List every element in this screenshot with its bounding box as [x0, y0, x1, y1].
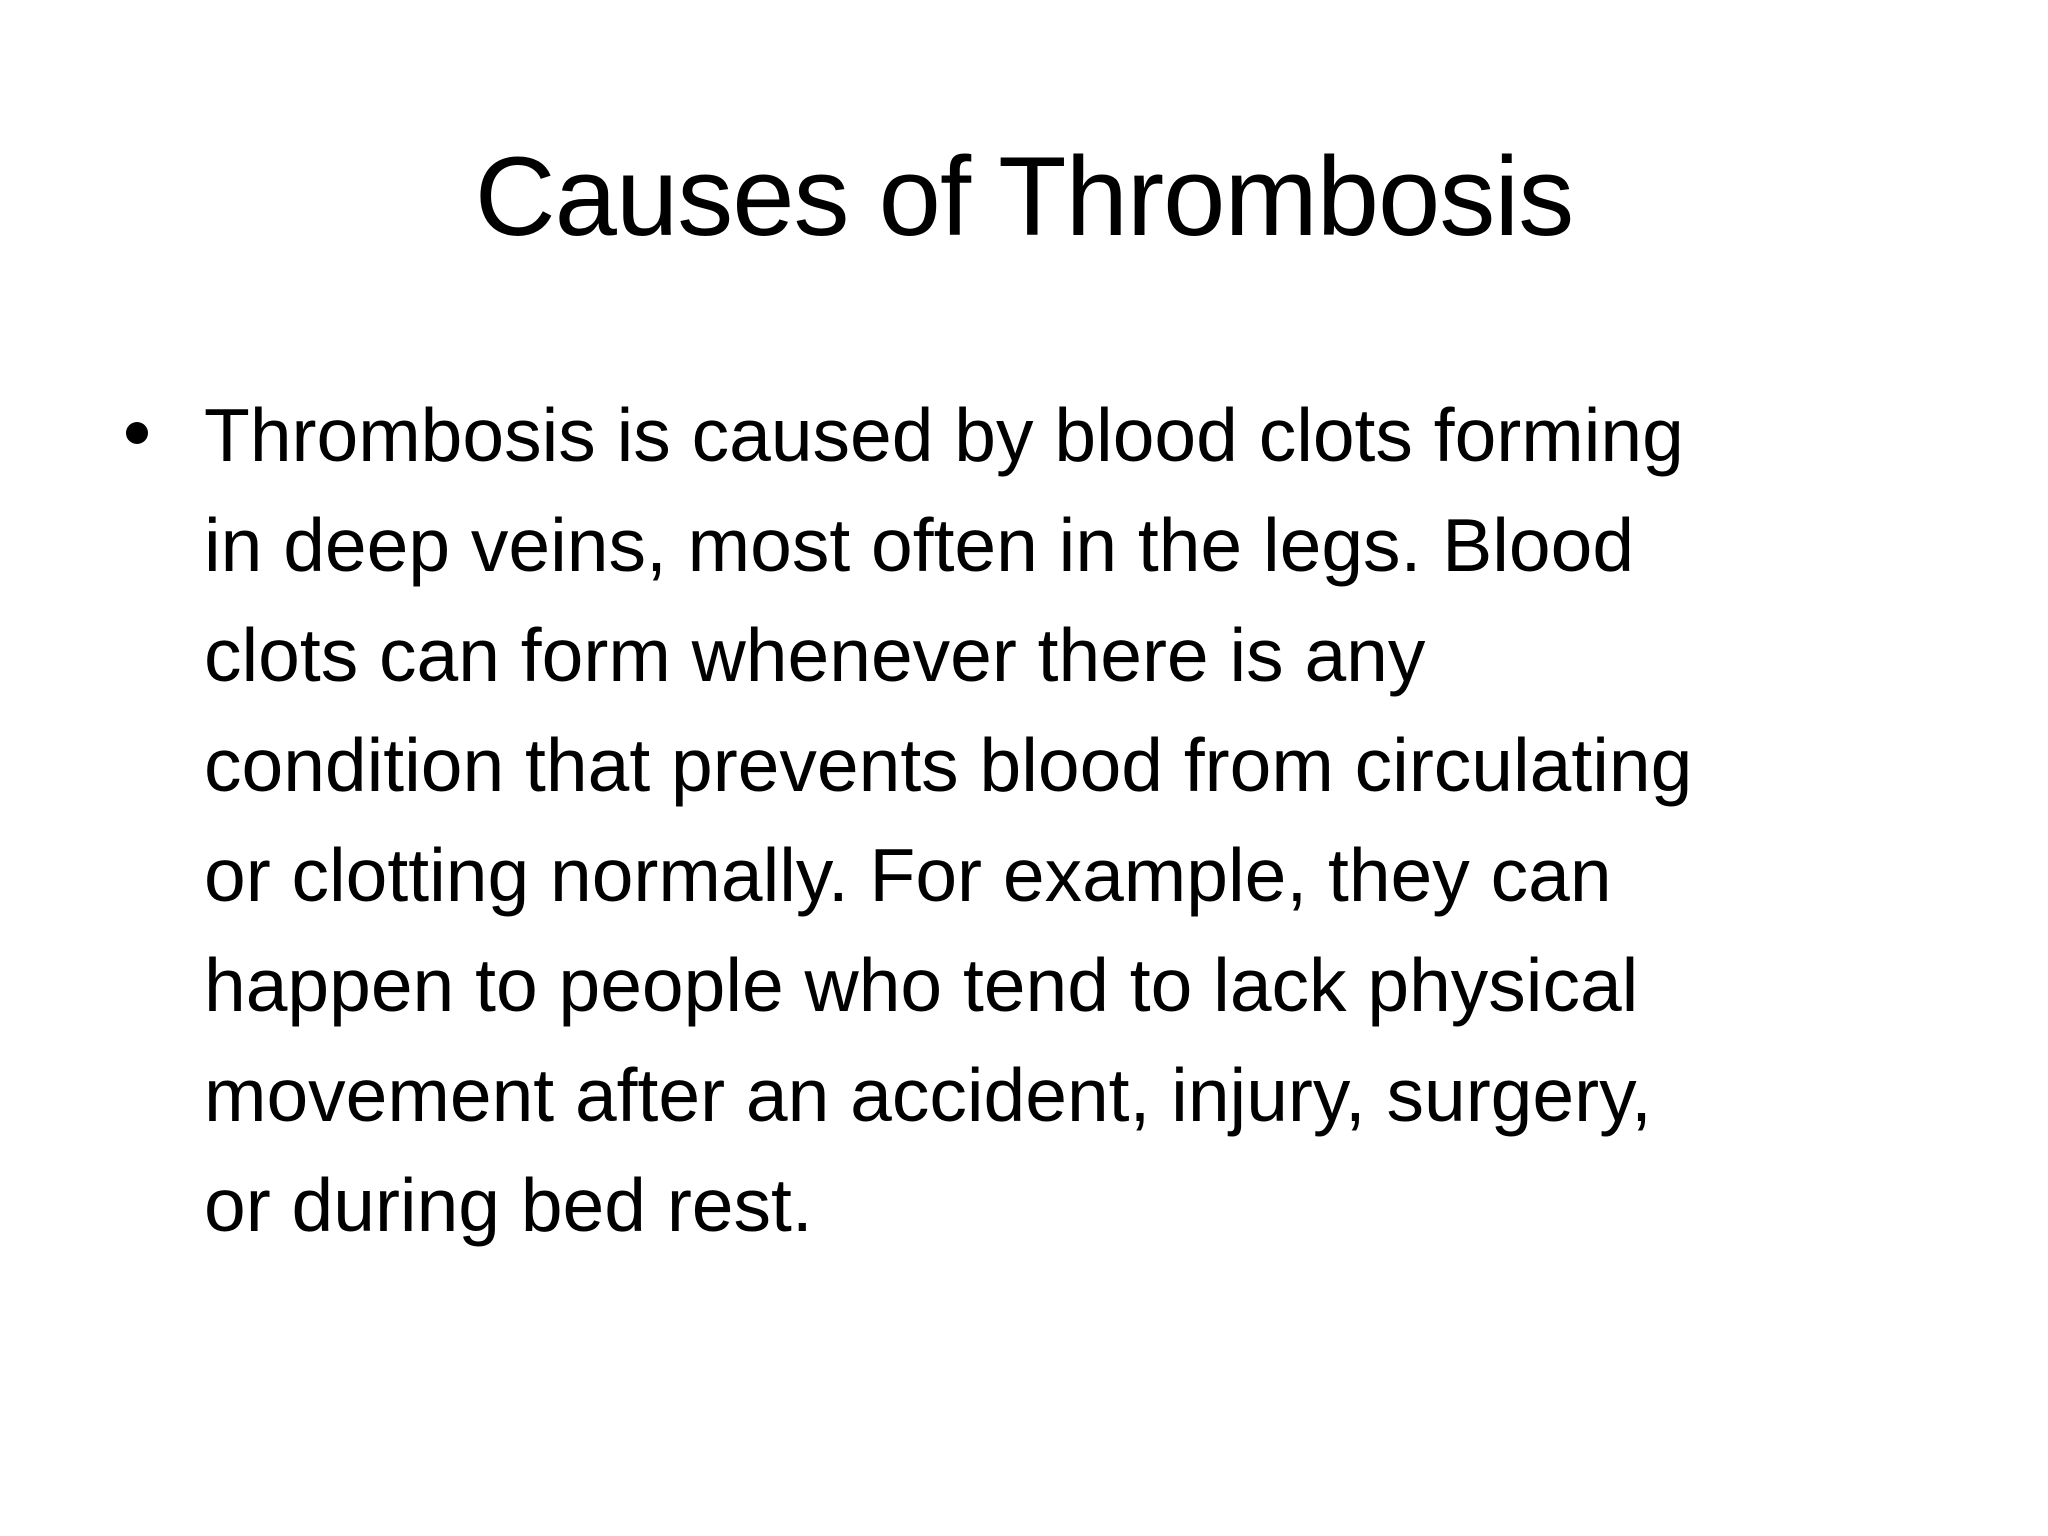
bullet-line: Thrombosis is caused by blood clots forming — [204, 393, 1684, 477]
slide-title: Causes of Thrombosis — [474, 134, 1574, 259]
bullet-line: condition that prevents blood from circulating — [204, 723, 1693, 807]
bullet-list — [118, 380, 1938, 1260]
bullet-line: or during bed rest. — [204, 1163, 813, 1247]
bullet-line: clots can form whenever there is any — [204, 613, 1426, 697]
bullet-dot-icon — [126, 422, 148, 444]
bullet-line: or clotting normally. For example, they can — [204, 833, 1612, 917]
bullet-line: movement after an accident, injury, surgery, — [204, 1053, 1652, 1137]
bullet-text — [204, 380, 1938, 1260]
bullet-line: in deep veins, most often in the legs. Blood — [204, 503, 1635, 587]
bullet-line: happen to people who tend to lack physical — [204, 943, 1639, 1027]
bullet-item — [118, 380, 1938, 1260]
